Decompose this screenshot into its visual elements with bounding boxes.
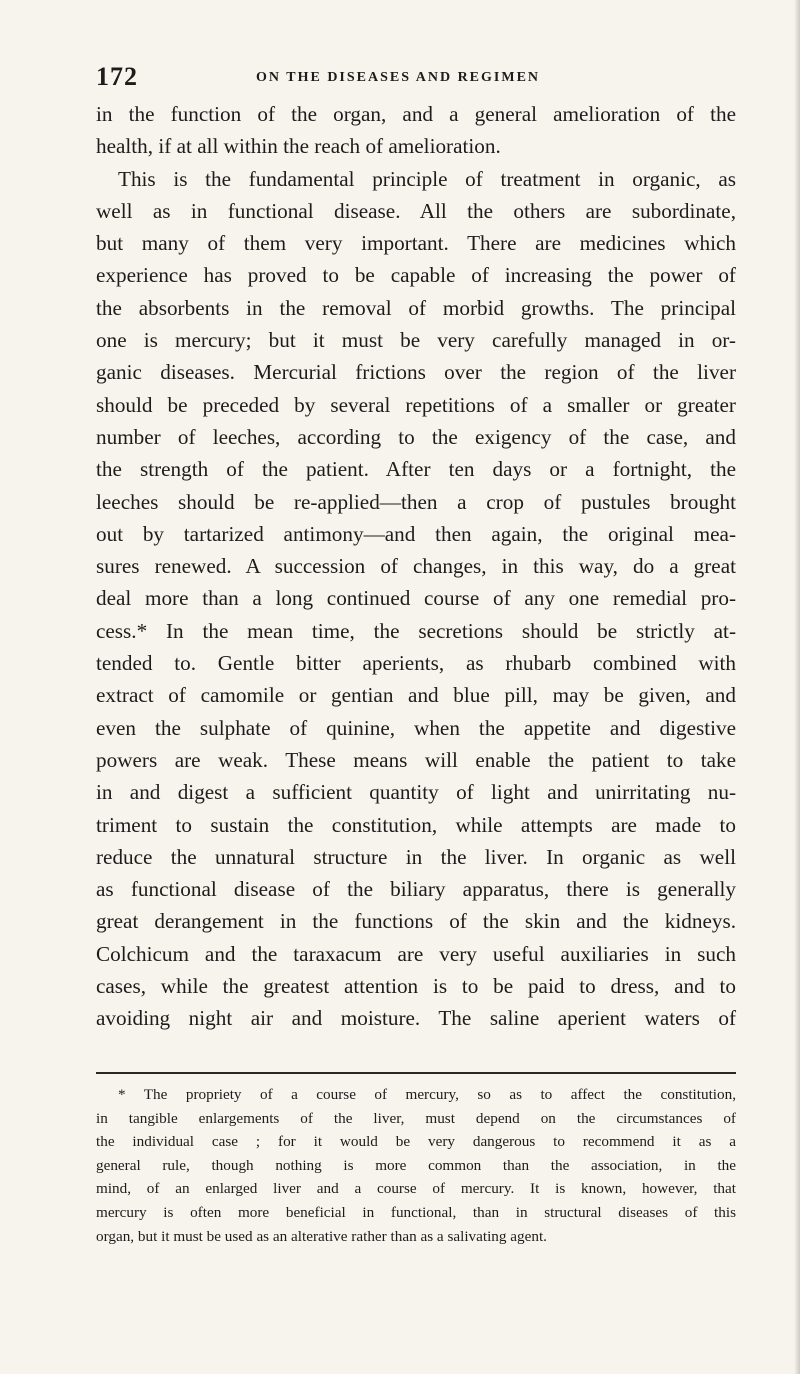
footnote-line: in tangible enlargements of the liver, must depend on the circumstances of: [96, 1109, 736, 1127]
footnote-line: mercury is often more beneficial in functional, than in structural diseases of this: [96, 1203, 736, 1221]
text-line: sures renewed. A succession of changes, in this way, do a great: [96, 554, 736, 579]
text-line: well as in functional disease. All the others are subordinate,: [96, 198, 736, 223]
text-line: powers are weak. These means will enable the patient to take: [96, 747, 736, 772]
text-line: experience has proved to be capable of increasing the power of: [96, 263, 736, 288]
text-line: the absorbents in the removal of morbid growths. The principal: [96, 295, 736, 320]
text-line: as functional disease of the biliary apparatus, there is generally: [96, 877, 736, 902]
text-line: even the sulphate of quinine, when the appetite and digestive: [96, 715, 736, 740]
footnote: [96, 1083, 736, 1248]
running-title: ON THE DISEASES AND REGIMEN: [256, 70, 541, 85]
text-line: This is the fundamental principle of treatment in organic, as: [118, 166, 736, 191]
text-line: in the function of the organ, and a general amelioration of the: [96, 102, 736, 126]
text-line: but many of them very important. There are medicines which: [96, 231, 736, 256]
text-line: reduce the unnatural structure in the liver. In organic as well: [96, 844, 736, 869]
text-line: number of leeches, according to the exigency of the case, and: [96, 424, 736, 449]
text-line: Colchicum and the taraxacum are very useful auxiliaries in such: [96, 941, 736, 966]
text-line: extract of camomile or gentian and blue pill, may be given, and: [96, 683, 736, 708]
text-line: cases, while the greatest attention is to be paid to dress, and to: [96, 974, 736, 999]
text-line: ganic diseases. Mercurial frictions over the region of the liver: [96, 360, 736, 385]
text-line: the strength of the patient. After ten days or a fortnight, the: [96, 457, 736, 482]
text-line: avoiding night air and moisture. The saline aperient waters of: [96, 1006, 736, 1031]
footnote-line: mind, of an enlarged liver and a course of mercury. It is known, however, that: [96, 1180, 736, 1198]
text-line: in and digest a sufficient quantity of light and unirritating nu-: [96, 780, 736, 805]
text-line: deal more than a long continued course of any one remedial pro-: [96, 586, 736, 611]
text-line: health, if at all within the reach of amelioration.: [96, 134, 501, 159]
main-text: [96, 98, 736, 1035]
page-number: 172: [96, 62, 138, 91]
text-line: leeches should be re-applied—then a crop of pustules brought: [96, 489, 736, 514]
text-line: should be preceded by several repetitions of a smaller or greater: [96, 392, 736, 417]
page-edge: [794, 0, 800, 1374]
page-header: [96, 62, 736, 102]
text-line: tended to. Gentle bitter aperients, as rhubarb combined with: [96, 651, 736, 676]
footnote-line: organ, but it must be used as an alterative rather than as a salivating agent.: [96, 1227, 547, 1245]
text-line: out by tartarized antimony—and then again, the original mea-: [96, 521, 736, 546]
footnote-line: general rule, though nothing is more common than the association, in the: [96, 1156, 736, 1174]
footnote-line: the individual case ; for it would be very dangerous to recommend it as a: [96, 1133, 736, 1151]
text-line: cess.* In the mean time, the secretions should be strictly at-: [96, 618, 736, 643]
text-line: one is mercury; but it must be very carefully managed in or-: [96, 328, 736, 353]
text-line: great derangement in the functions of the skin and the kidneys.: [96, 909, 736, 934]
text-line: triment to sustain the constitution, while attempts are made to: [96, 812, 736, 837]
footnote-rule: [96, 1072, 736, 1074]
footnote-line: * The propriety of a course of mercury, so as to affect the constitution,: [118, 1086, 736, 1103]
